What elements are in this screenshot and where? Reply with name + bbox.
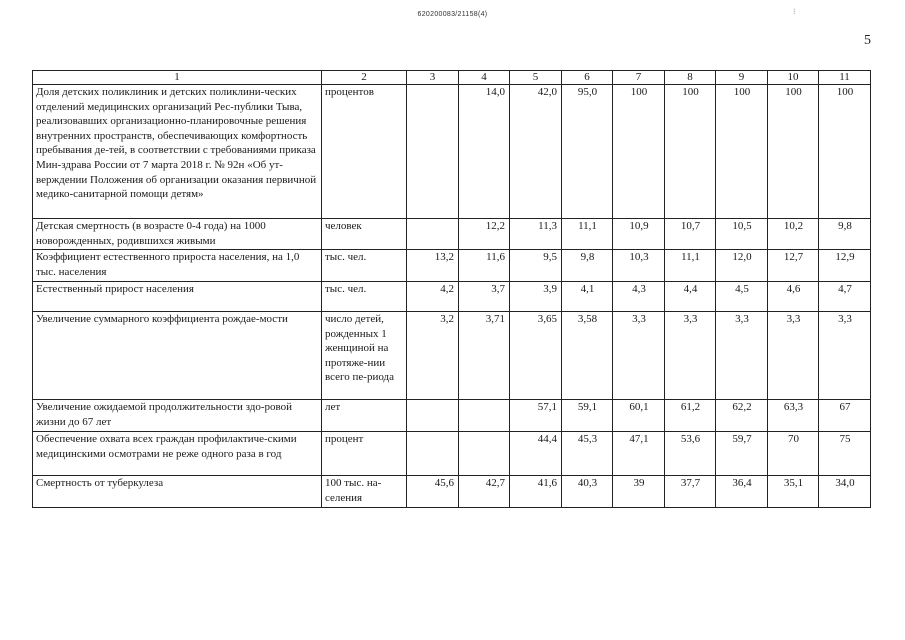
indicator-name: Детская смертность (в возрасте 0-4 года) на 1000 новорожденных, родившихся живыми xyxy=(33,219,322,250)
column-number: 3 xyxy=(407,71,459,85)
value-cell: 4,7 xyxy=(819,282,871,312)
value-cell: 100 xyxy=(665,85,716,219)
column-number: 1 xyxy=(33,71,322,85)
value-cell: 3,9 xyxy=(510,282,562,312)
value-cell: 100 xyxy=(613,85,665,219)
value-cell: 4,3 xyxy=(613,282,665,312)
value-cell: 13,2 xyxy=(407,250,459,282)
value-cell: 4,1 xyxy=(562,282,613,312)
column-number: 4 xyxy=(459,71,510,85)
value-cell: 45,6 xyxy=(407,476,459,508)
value-cell: 36,4 xyxy=(716,476,768,508)
value-cell: 95,0 xyxy=(562,85,613,219)
value-cell xyxy=(407,400,459,432)
value-cell xyxy=(407,85,459,219)
indicator-name: Обеспечение охвата всех граждан профилактиче-скими медицинскими осмотрами не реже одного раза в год xyxy=(33,432,322,476)
value-cell: 75 xyxy=(819,432,871,476)
value-cell: 39 xyxy=(613,476,665,508)
value-cell: 3,3 xyxy=(613,312,665,400)
value-cell: 3,3 xyxy=(819,312,871,400)
table-row xyxy=(33,432,871,476)
indicator-unit: тыс. чел. xyxy=(322,250,407,282)
value-cell: 11,1 xyxy=(665,250,716,282)
document-id: 620200083/21158(4) xyxy=(417,11,488,18)
value-cell: 37,7 xyxy=(665,476,716,508)
column-number: 5 xyxy=(510,71,562,85)
value-cell: 4,6 xyxy=(768,282,819,312)
value-cell: 12,7 xyxy=(768,250,819,282)
value-cell: 100 xyxy=(768,85,819,219)
value-cell: 41,6 xyxy=(510,476,562,508)
value-cell: 34,0 xyxy=(819,476,871,508)
value-cell: 59,1 xyxy=(562,400,613,432)
value-cell: 67 xyxy=(819,400,871,432)
table-row xyxy=(33,400,871,432)
column-number: 9 xyxy=(716,71,768,85)
table-row xyxy=(33,219,871,250)
value-cell: 42,7 xyxy=(459,476,510,508)
value-cell: 61,2 xyxy=(665,400,716,432)
value-cell: 100 xyxy=(716,85,768,219)
value-cell: 53,6 xyxy=(665,432,716,476)
value-cell: 4,4 xyxy=(665,282,716,312)
column-number: 10 xyxy=(768,71,819,85)
value-cell: 10,2 xyxy=(768,219,819,250)
indicator-unit: человек xyxy=(322,219,407,250)
value-cell: 47,1 xyxy=(613,432,665,476)
indicator-unit: процентов xyxy=(322,85,407,219)
indicator-unit: тыс. чел. xyxy=(322,282,407,312)
table-row xyxy=(33,282,871,312)
column-number: 6 xyxy=(562,71,613,85)
value-cell: 63,3 xyxy=(768,400,819,432)
value-cell: 3,3 xyxy=(665,312,716,400)
value-cell: 11,3 xyxy=(510,219,562,250)
indicator-unit: 100 тыс. на-селения xyxy=(322,476,407,508)
indicator-name: Смертность от туберкулеза xyxy=(33,476,322,508)
value-cell: 11,1 xyxy=(562,219,613,250)
table-body xyxy=(33,71,871,508)
table-row xyxy=(33,85,871,219)
value-cell: 59,7 xyxy=(716,432,768,476)
value-cell: 9,5 xyxy=(510,250,562,282)
value-cell: 3,3 xyxy=(716,312,768,400)
value-cell: 70 xyxy=(768,432,819,476)
value-cell: 10,5 xyxy=(716,219,768,250)
table-row xyxy=(33,312,871,400)
value-cell: 12,9 xyxy=(819,250,871,282)
column-number: 11 xyxy=(819,71,871,85)
value-cell: 3,7 xyxy=(459,282,510,312)
value-cell: 3,71 xyxy=(459,312,510,400)
value-cell: 9,8 xyxy=(562,250,613,282)
indicator-unit: процент xyxy=(322,432,407,476)
indicator-unit: лет xyxy=(322,400,407,432)
table-row xyxy=(33,250,871,282)
value-cell: 4,5 xyxy=(716,282,768,312)
value-cell xyxy=(407,219,459,250)
value-cell xyxy=(459,400,510,432)
value-cell: 40,3 xyxy=(562,476,613,508)
value-cell: 60,1 xyxy=(613,400,665,432)
indicator-name: Увеличение суммарного коэффициента рождае-мости xyxy=(33,312,322,400)
value-cell: 12,0 xyxy=(716,250,768,282)
value-cell: 3,65 xyxy=(510,312,562,400)
value-cell xyxy=(407,432,459,476)
value-cell: 3,3 xyxy=(768,312,819,400)
value-cell: 44,4 xyxy=(510,432,562,476)
value-cell: 3,2 xyxy=(407,312,459,400)
indicator-name: Увеличение ожидаемой продолжительности здо-ровой жизни до 67 лет xyxy=(33,400,322,432)
value-cell: 57,1 xyxy=(510,400,562,432)
value-cell: 14,0 xyxy=(459,85,510,219)
column-number-row xyxy=(33,71,871,85)
value-cell: 9,8 xyxy=(819,219,871,250)
value-cell: 10,7 xyxy=(665,219,716,250)
value-cell: 62,2 xyxy=(716,400,768,432)
column-number: 8 xyxy=(665,71,716,85)
indicator-name: Доля детских поликлиник и детских поликлини-ческих отделений медицинских организаций Рес-публики Тыва, реализовавших организационно-планировочные решения внутренних пространств, обеспечивающих комфортность пребывания де-тей, в соответствии с требованиями приказа Мин-здрава России от 7 марта 2018 г. № 92н «Об ут-верждении Положения об организации оказания первичной медико-санитарной помощи детям» xyxy=(33,85,322,219)
indicator-name: Коэффициент естественного прироста населения, на 1,0 тыс. населения xyxy=(33,250,322,282)
indicator-unit: число детей, рожденных 1 женщиной на протяже-нии всего пе-риода xyxy=(322,312,407,400)
page-number: 5 xyxy=(864,33,871,48)
indicators-table xyxy=(32,70,871,508)
value-cell: 35,1 xyxy=(768,476,819,508)
value-cell: 12,2 xyxy=(459,219,510,250)
value-cell xyxy=(459,432,510,476)
value-cell: 11,6 xyxy=(459,250,510,282)
value-cell: 42,0 xyxy=(510,85,562,219)
value-cell: 100 xyxy=(819,85,871,219)
indicator-name: Естественный прирост населения xyxy=(33,282,322,312)
value-cell: 45,3 xyxy=(562,432,613,476)
value-cell: 10,3 xyxy=(613,250,665,282)
value-cell: 10,9 xyxy=(613,219,665,250)
table-row xyxy=(33,476,871,508)
value-cell: 4,2 xyxy=(407,282,459,312)
value-cell: 3,58 xyxy=(562,312,613,400)
column-number: 7 xyxy=(613,71,665,85)
scan-edge-mark: ⁝ xyxy=(793,7,796,16)
column-number: 2 xyxy=(322,71,407,85)
